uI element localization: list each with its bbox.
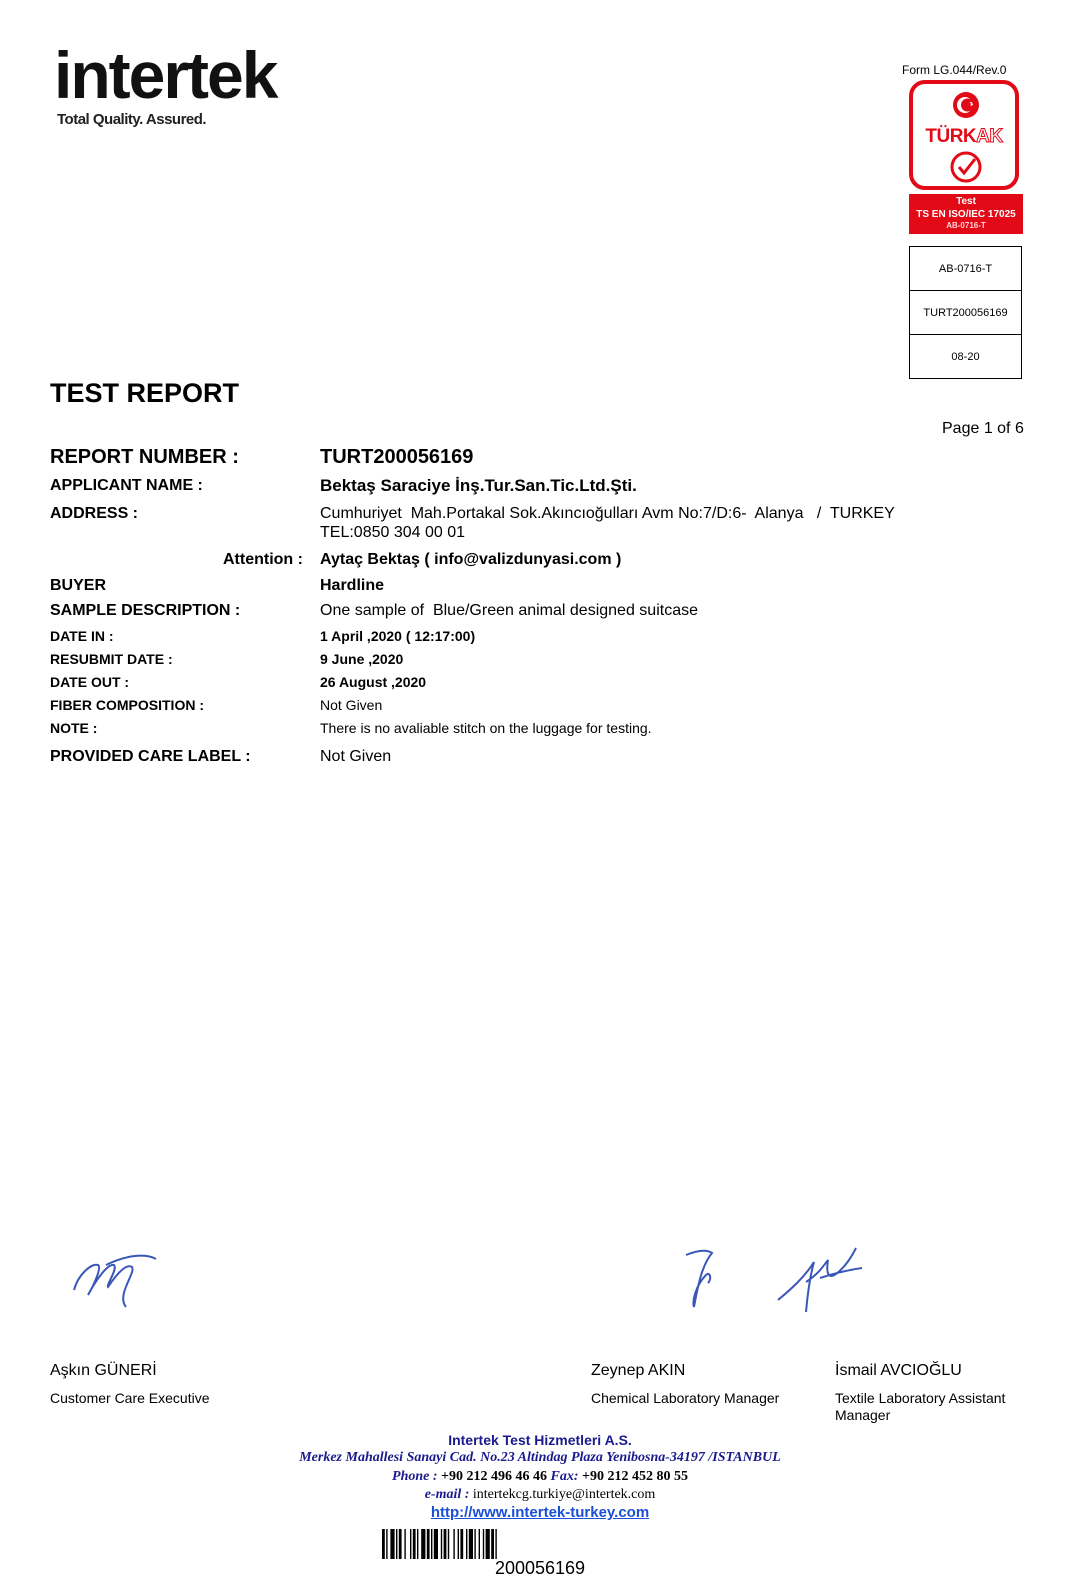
website-link[interactable]: http://www.intertek-turkey.com: [430, 1504, 650, 1521]
barcode-bar: [421, 1529, 425, 1559]
barcode-bar: [483, 1529, 484, 1559]
barcode-bar: [441, 1529, 442, 1559]
care-label-label: PROVIDED CARE LABEL :: [50, 748, 251, 765]
barcode-bar: [448, 1529, 449, 1559]
attention-label: Attention :: [223, 551, 303, 568]
crescent-star-icon: [951, 90, 981, 120]
note-value: There is no avaliable stitch on the luggage for testing.: [320, 720, 652, 736]
barcode-bar: [427, 1529, 430, 1559]
resubmit-date: 9 June ,2020: [320, 651, 404, 667]
address-line-2: TEL:0850 304 00 01: [320, 524, 466, 541]
barcode-bar: [390, 1529, 394, 1559]
check-icon: [949, 150, 983, 184]
footer-email: [0, 1487, 1080, 1503]
footer-address: Merkez Mahallesi Sanayi Cad. No.23 Altindag Plaza Yenibosna-34197 /ISTANBUL: [299, 1450, 781, 1465]
barcode-bar: [396, 1529, 397, 1559]
turkak-badge: [909, 80, 1023, 234]
phone-label: Phone :: [392, 1469, 438, 1484]
barcode-bar: [413, 1529, 416, 1559]
barcode-bar: [491, 1529, 494, 1559]
fiber-composition-label: FIBER COMPOSITION :: [50, 697, 204, 713]
barcode-bar: [399, 1529, 402, 1559]
signatory-role-1: Customer Care Executive: [50, 1390, 210, 1406]
barcode-number: 200056169: [494, 1558, 586, 1578]
date-code: 08-20: [951, 350, 980, 363]
logo-tagline: Total Quality. Assured.: [57, 111, 207, 128]
barcode-bar: [386, 1529, 387, 1559]
phone-value: +90 212 496 46 46: [441, 1469, 547, 1484]
barcode-bar: [417, 1529, 418, 1559]
barcode-bar: [458, 1529, 459, 1559]
barcode-bar: [486, 1529, 490, 1559]
signatory-name-2: Zeynep AKIN: [591, 1362, 686, 1379]
report-number-label: REPORT NUMBER :: [50, 446, 239, 468]
email-value[interactable]: intertekcg.turkiye@intertek.com: [472, 1487, 656, 1502]
barcode-bar: [453, 1529, 454, 1559]
report-number: TURT200056169: [320, 446, 474, 468]
buyer-label: BUYER: [50, 577, 107, 594]
signatory-role-3a: Textile Laboratory Assistant: [835, 1390, 1006, 1406]
address-line-1: Cumhuriyet Mah.Portakal Sok.Akıncıoğulları Avm No:7/D:6- Alanya / TURKEY: [320, 505, 895, 522]
buyer-value: Hardline: [320, 577, 385, 594]
email-label: e-mail :: [424, 1487, 470, 1502]
intertek-logo: intertek: [54, 38, 277, 112]
signatory-role-2: Chemical Laboratory Manager: [591, 1390, 780, 1406]
barcode-bar: [434, 1529, 438, 1559]
attention-value: Aytaç Bektaş ( info@valizdunyasi.com ): [320, 551, 622, 568]
applicant-name: Bektaş Saraciye İnş.Tur.San.Tic.Ltd.Şti.: [320, 476, 637, 495]
footer-phone-fax: [0, 1469, 1080, 1485]
date-out-label: DATE OUT :: [50, 674, 130, 690]
form-code: Form LG.044/Rev.0: [902, 63, 1007, 77]
resubmit-date-label: RESUBMIT DATE :: [50, 651, 173, 667]
accreditation-strip: Test TS EN ISO/IEC 17025 AB-0716-T: [909, 194, 1023, 234]
fax-label: Fax:: [550, 1469, 579, 1484]
fax-value: +90 212 452 80 55: [582, 1469, 688, 1484]
applicant-label: APPLICANT NAME :: [50, 477, 203, 494]
signatory-name-1: Aşkın GÜNERİ: [50, 1362, 157, 1379]
barcode-bar: [466, 1529, 467, 1559]
date-in-label: DATE IN :: [50, 628, 114, 644]
barcode-bar: [382, 1529, 385, 1559]
barcode-bar: [444, 1529, 447, 1559]
barcode-bar: [410, 1529, 411, 1559]
turkak-name: TÜRKAK: [925, 126, 1003, 147]
report-code: TURT200056169: [910, 291, 1021, 335]
sample-description: One sample of Blue/Green animal designed suitcase: [320, 602, 698, 619]
barcode-bar: [460, 1529, 463, 1559]
signatory-role-3b: Manager: [835, 1407, 891, 1423]
barcode-bar: [495, 1529, 496, 1559]
barcode-bar: [469, 1529, 473, 1559]
footer-company: Intertek Test Hizmetleri A.S.: [448, 1432, 632, 1448]
accreditation-code-box: [909, 246, 1022, 379]
page-title: TEST REPORT: [50, 378, 240, 408]
accreditation-code: AB-0716-T: [910, 247, 1021, 291]
sample-description-label: SAMPLE DESCRIPTION :: [50, 602, 241, 619]
page-number: Page 1 of 6: [942, 420, 1024, 437]
barcode-bar: [404, 1529, 405, 1559]
barcode-bar: [474, 1529, 475, 1559]
date-in: 1 April ,2020 ( 12:17:00): [320, 628, 476, 644]
barcode-bar: [479, 1529, 480, 1559]
address-label: ADDRESS :: [50, 505, 139, 522]
signature-avcioglu: [770, 1240, 870, 1320]
date-out: 26 August ,2020: [320, 674, 427, 690]
turkak-logo: [909, 80, 1019, 190]
barcode-bar: [431, 1529, 432, 1559]
fiber-composition: Not Given: [320, 697, 383, 713]
note-label: NOTE :: [50, 720, 98, 736]
signature-guneri: [66, 1245, 166, 1315]
signatory-name-3: İsmail AVCIOĞLU: [835, 1362, 962, 1379]
signature-akin: [676, 1245, 736, 1315]
care-label-value: Not Given: [320, 748, 392, 765]
barcode-graphic: [382, 1529, 565, 1559]
